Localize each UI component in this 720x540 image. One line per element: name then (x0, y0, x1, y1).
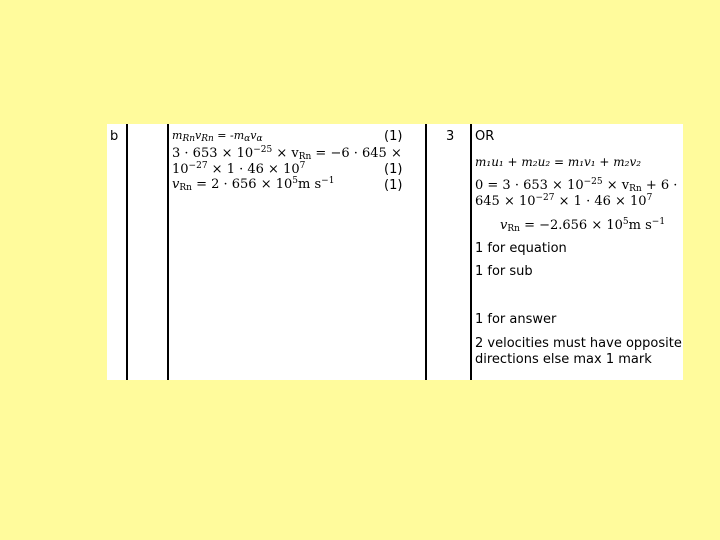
mark-scheme-table (107, 124, 683, 380)
column-divider (167, 124, 169, 380)
mark-3: (1) (384, 178, 403, 193)
mark-2: (1) (384, 162, 403, 177)
alt-momentum-equation: m₁u₁ + m₂u₂ = m₁v₁ + m₂v₂ (475, 155, 642, 169)
alt-result: $v_{Rn} = -2.656 \times 10^5m$ $s^{-1}$ (500, 217, 666, 234)
mark-1: (1) (384, 129, 403, 144)
column-divider (470, 124, 472, 380)
substitution-line-1: $3 \cdot 653 \times 10^{-25} \times v_{Rn} = -6 \cdot 645$ × (172, 145, 402, 162)
note-answer: 1 for answer (475, 312, 557, 327)
note-directions: 2 velocities must have opposite directions else max 1 mark (475, 336, 682, 367)
answer-line: $v_{Rn} = 2 \cdot 656 \times 10^5m$ $s^{-1}$ (172, 176, 335, 194)
alt-substitution: $0 = 3 \cdot 653 \times 10^{-25} \times v_{Rn} + 6$ · $645 \times 10^{-27} \times 1 \cdot 46 \times 10^7$ (475, 177, 678, 209)
note-sub: 1 for sub (475, 264, 533, 279)
note-equation: 1 for equation (475, 241, 567, 256)
or-label: OR (475, 129, 495, 144)
total-marks: 3 (446, 129, 455, 144)
column-divider (126, 124, 128, 380)
substitution-line-2: $10^{-27} \times 1 \cdot 46 \times 10^7$ (172, 160, 306, 177)
column-divider (425, 124, 427, 380)
question-part: b (110, 129, 119, 144)
momentum-equation: $m_{Rn}v_{Rn} = -m_\alpha v_\alpha$ (172, 129, 263, 144)
